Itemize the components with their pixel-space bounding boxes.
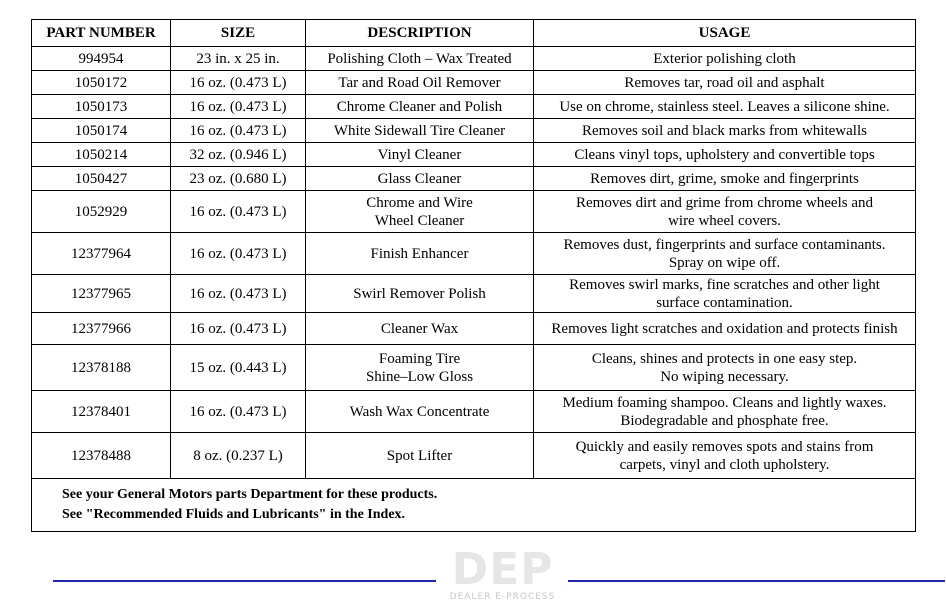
- usage-cell-line: wire wheel covers.: [668, 212, 781, 229]
- part-number-cell: 994954: [32, 47, 171, 71]
- description-cell-line: Tar and Road Oil Remover: [338, 74, 501, 91]
- size-cell: 15 oz. (0.443 L): [171, 345, 306, 391]
- table-row: [32, 233, 916, 275]
- description-cell-line: Cleaner Wax: [380, 320, 459, 337]
- usage-cell-line: Spray on wipe off.: [668, 254, 781, 271]
- usage-cell-line: Removes dust, fingerprints and surface contaminants.: [563, 236, 886, 253]
- table-body: [32, 47, 916, 479]
- part-number-cell: 1050174: [32, 119, 171, 143]
- table-row: [32, 47, 916, 71]
- description-cell: [306, 95, 534, 119]
- size-cell: 16 oz. (0.473 L): [171, 71, 306, 95]
- usage-cell: [534, 275, 916, 313]
- description-cell: [306, 71, 534, 95]
- usage-cell: [534, 313, 916, 345]
- usage-cell: [534, 71, 916, 95]
- part-number-cell: 12378488: [32, 433, 171, 479]
- size-cell: 16 oz. (0.473 L): [171, 313, 306, 345]
- header-usage: USAGE: [534, 20, 916, 47]
- usage-cell: [534, 143, 916, 167]
- size-cell: 8 oz. (0.237 L): [171, 433, 306, 479]
- part-number-cell: 1050214: [32, 143, 171, 167]
- usage-cell: [534, 391, 916, 433]
- size-cell: 23 in. x 25 in.: [171, 47, 306, 71]
- description-cell-line: Chrome and Wire: [366, 194, 473, 211]
- usage-cell: [534, 47, 916, 71]
- size-cell: 16 oz. (0.473 L): [171, 191, 306, 233]
- table-row: [32, 313, 916, 345]
- table-row: [32, 433, 916, 479]
- part-number-cell: 12377965: [32, 275, 171, 313]
- usage-cell-line: Removes swirl marks, fine scratches and other light: [569, 276, 880, 293]
- size-cell: 16 oz. (0.473 L): [171, 119, 306, 143]
- usage-cell-line: Cleans, shines and protects in one easy step.: [591, 350, 858, 367]
- logo-text: DEP: [451, 544, 554, 595]
- description-cell-line: White Sidewall Tire Cleaner: [333, 122, 506, 139]
- usage-cell: [534, 433, 916, 479]
- size-cell: 16 oz. (0.473 L): [171, 95, 306, 119]
- description-cell-line: Wash Wax Concentrate: [349, 403, 490, 420]
- description-cell-line: Chrome Cleaner and Polish: [336, 98, 503, 115]
- logo-subtext: DEALER E-PROCESS: [449, 592, 556, 602]
- divider-line-left: [53, 580, 436, 582]
- description-cell: [306, 233, 534, 275]
- usage-cell: [534, 233, 916, 275]
- table-row: [32, 143, 916, 167]
- dealer-logo: [430, 544, 575, 604]
- table-row: [32, 275, 916, 313]
- part-number-cell: 12377966: [32, 313, 171, 345]
- usage-cell: [534, 95, 916, 119]
- description-cell-line: Polishing Cloth – Wax Treated: [327, 50, 512, 67]
- description-cell: [306, 345, 534, 391]
- part-number-cell: 1050173: [32, 95, 171, 119]
- usage-cell-line: Quickly and easily removes spots and stains from: [575, 438, 874, 455]
- usage-cell: [534, 191, 916, 233]
- usage-cell-line: Removes dirt, grime, smoke and fingerprints: [590, 170, 859, 187]
- part-number-cell: 1050172: [32, 71, 171, 95]
- header-part-number: PART NUMBER: [32, 20, 171, 47]
- usage-cell-line: Cleans vinyl tops, upholstery and convertible tops: [574, 146, 875, 163]
- note-line: See "Recommended Fluids and Lubricants" in the Index.: [62, 507, 406, 522]
- description-cell: [306, 167, 534, 191]
- usage-cell-line: carpets, vinyl and cloth upholstery.: [619, 456, 830, 473]
- usage-cell-line: surface contamination.: [656, 294, 793, 311]
- description-cell: [306, 391, 534, 433]
- usage-cell-line: Exterior polishing cloth: [653, 50, 796, 67]
- table-row: [32, 119, 916, 143]
- table-row: [32, 95, 916, 119]
- parts-table: [31, 19, 916, 532]
- description-cell: [306, 313, 534, 345]
- size-cell: 32 oz. (0.946 L): [171, 143, 306, 167]
- part-number-cell: 12378188: [32, 345, 171, 391]
- description-cell-line: Spot Lifter: [386, 447, 453, 464]
- size-cell: 23 oz. (0.680 L): [171, 167, 306, 191]
- part-number-cell: 12377964: [32, 233, 171, 275]
- description-cell-line: Swirl Remover Polish: [353, 285, 486, 302]
- note-line: See your General Motors parts Department for these products.: [62, 487, 438, 502]
- table-row: [32, 345, 916, 391]
- description-cell: [306, 119, 534, 143]
- description-cell: [306, 143, 534, 167]
- usage-cell-line: Medium foaming shampoo. Cleans and lightly waxes.: [562, 394, 887, 411]
- table-row: [32, 391, 916, 433]
- description-cell-line: Foaming Tire: [378, 350, 461, 367]
- description-cell-line: Wheel Cleaner: [374, 212, 465, 229]
- description-cell-line: Shine–Low Gloss: [365, 368, 474, 385]
- usage-cell: [534, 119, 916, 143]
- description-cell: [306, 433, 534, 479]
- usage-cell-line: Removes soil and black marks from whitewalls: [582, 122, 867, 139]
- description-cell-line: Vinyl Cleaner: [377, 146, 462, 163]
- table-row: [32, 71, 916, 95]
- description-cell-line: Finish Enhancer: [370, 245, 469, 262]
- usage-cell-line: Removes tar, road oil and asphalt: [624, 74, 825, 91]
- notes-cell: [32, 479, 916, 532]
- description-cell-line: Glass Cleaner: [377, 170, 462, 187]
- table-row: [32, 191, 916, 233]
- part-number-cell: 1052929: [32, 191, 171, 233]
- table-row: [32, 167, 916, 191]
- size-cell: 16 oz. (0.473 L): [171, 275, 306, 313]
- table-header-row: [32, 20, 916, 47]
- usage-cell-line: Biodegradable and phosphate free.: [620, 412, 829, 429]
- usage-cell-line: No wiping necessary.: [660, 368, 789, 385]
- usage-cell-line: Use on chrome, stainless steel. Leaves a silicone shine.: [559, 98, 890, 115]
- description-cell: [306, 191, 534, 233]
- notes-row: [32, 479, 916, 532]
- usage-cell-line: Removes light scratches and oxidation and protects finish: [551, 320, 898, 337]
- size-cell: 16 oz. (0.473 L): [171, 233, 306, 275]
- header-description: DESCRIPTION: [306, 20, 534, 47]
- usage-cell-line: Removes dirt and grime from chrome wheels and: [576, 194, 873, 211]
- part-number-cell: 1050427: [32, 167, 171, 191]
- header-size: SIZE: [171, 20, 306, 47]
- part-number-cell: 12378401: [32, 391, 171, 433]
- divider-line-right: [568, 580, 945, 582]
- usage-cell: [534, 167, 916, 191]
- description-cell: [306, 47, 534, 71]
- size-cell: 16 oz. (0.473 L): [171, 391, 306, 433]
- usage-cell: [534, 345, 916, 391]
- description-cell: [306, 275, 534, 313]
